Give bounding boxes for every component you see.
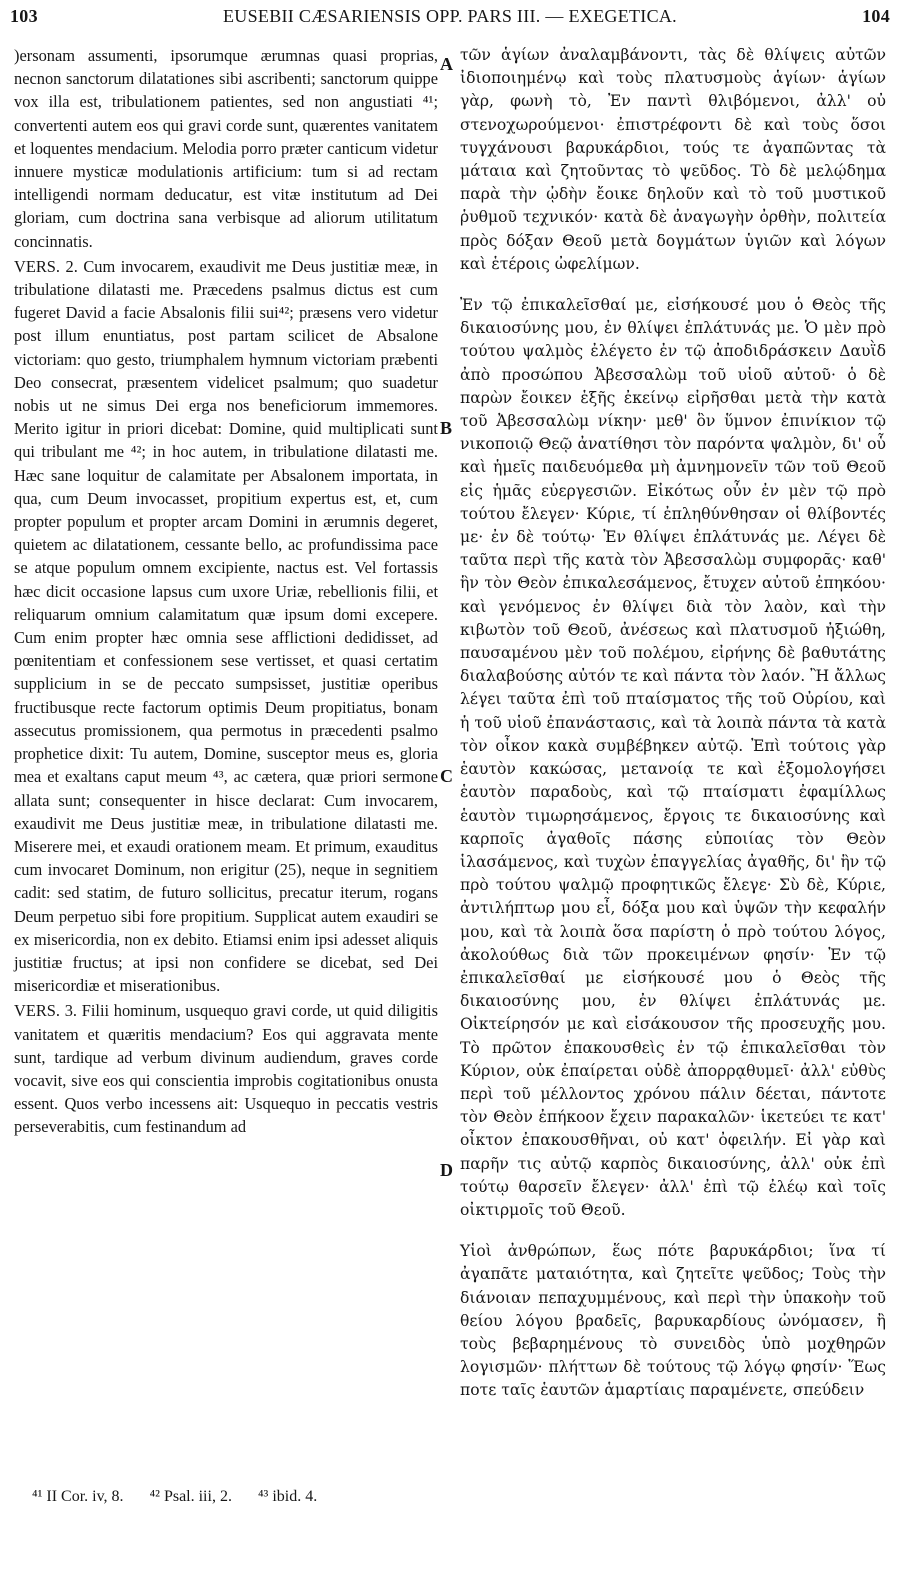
margin-letter-b: B bbox=[440, 418, 453, 438]
latin-paragraph: VERS. 2. Cum invocarem, exaudivit me Deus justitiæ meæ, in tribulatione dilatasti me. Præcedens psalmus dictus est cum fugeret David a facie Absalonis filii sui⁴²; præsens vero videtur post illum enuntiatus, post partam scilicet de Absalone victoriam: quo gesto, triumphalem hymnum victoriam præbenti Deo consecrat, præsentem videlicet psalmum; quo suadetur nobis ut ne simus Dei erga nos beneficiorum immemores. Merito igitur in priori dicebat: Domine, quid multiplicati sunt qui tribulant me ⁴²; in hoc autem, in tribulatione dilatasti me. Hæc sane loquitur de calamitate per Absalonem importata, in qua, cum Deum invocasset, propitium expertus est, et, cum propter populum et propter arcam Domini in ærumnis degeret, quietem ac dilatationem, cessante bello, ac profundissima pace se atque populum omnem excipiente, nactus est. Vel fortassis hæc dicit occasione lapsus cum uxore Uriæ, rebellionis filii, et reliquarum omnium calamitatum quæ ipsum domi excepere. Cum enim propter hæc omnia sese afflictioni dedidisset, ad pœnitentiam et confessionem sese vertisset, et quasi certatim supplicium in se de peccato sumpsisset, justitiæ operibus fructibusque recte factorum optimis Deum propitiatus, bonam assecutus promissionem, qua permotus in præcedenti psalmo prophetice dixit: Tu autem, Domine, susceptor meus es, gloria mea et exaltans caput meum ⁴³, ac cætera, quæ priori sermone allata sunt; consequenter in hisce declarat: Cum invocarem, exaudivit me Deus justitiæ meæ, in tribulatione dilatasti me. Miserere mei, et exaudi orationem meam. Et primum, exauditus cum invocaret Dominum, non erigitur (25), neque in segnitiem cadit: sed statim, de futuro sollicitus, precatur iterum, rogans Deum perpetuo sibi fore propitium. Supplicat autem exaudiri se ex misericordia, non ex debito. Etiamsi enim ipsi adesset aliquis justitiæ fructus; at ipsi non confidere se dicebat, sed Dei misericordiæ et miserationibus. bbox=[14, 256, 438, 996]
footnotes bbox=[32, 1488, 452, 1506]
latin-paragraph: VERS. 3. Filii hominum, usquequo gravi corde, ut quid diligitis vanitatem et quæritis mendacium? Eos qui aggravata mente sunt, tardique ad verbum divinum audiendum, graves corde vocavit, sive eos qui conscientia improbis cogitationibus onusta essent. Quos verbo incessens ait: Usquequo in peccatis vestris perseverabitis, cum festinandum ad bbox=[14, 1001, 438, 1137]
greek-paragraph: Ἐν τῷ ἐπικαλεῖσθαί με, εἰσήκουσέ μου ὁ Θεὸς τῆς δικαιοσύνης μου, ἐν θλίψει ἐπλάτυνάς με. Ὁ μὲν πρὸ τούτου ψαλμὸς ἐλέγετο ἐν τῷ ἀποδιδράσκειν Δαυῒδ ἀπὸ προσώπου Ἀβεσσαλὼμ τοῦ υἱοῦ αὐτοῦ· ὁ δὲ παρὼν ἔοικεν ἑξῆς ἐκείνῳ εἰρῆσθαι μετὰ τὴν κατὰ τοῦ Ἀβεσσαλὼμ νίκην· μεθ' ὃν ὕμνον ἐπινίκιον τῷ νικοποιῷ Θεῷ ἀνατίθησι τὸν παρόντα ψαλμὸν, δι' οὗ καὶ ἡμεῖς παιδευόμεθα μὴ ἀμνημονεῖν τῶν τοῦ Θεοῦ εἰς ἡμᾶς εὐεργεσιῶν. Εἰκότως οὖν ἐν μὲν τῷ πρὸ τούτου ἔλεγεν· Κύριε, τί ἐπληθύνθησαν οἱ θλίβοντές με· ἐν δὲ τούτῳ· Ἐν θλίψει ἐπλάτυνάς με. Λέγει δὲ ταῦτα περὶ τῆς κατὰ τὸν Ἀβεσσαλὼμ συμφορᾶς· καθ' ἣν τὸν Θεὸν ἐπικαλεσάμενος, ἔτυχεν αὐτοῦ ἐπηκόου· καὶ γενόμενος ἐν θλίψει διὰ τὸν λαὸν, καὶ τὴν κιβωτὸν τοῦ Θεοῦ, ἀνέσεως καὶ πλατυσμοῦ ἠξιώθη, παυσαμένου μὲν τοῦ πολέμου, εἰρήνης δὲ βαθυτάτης διαλαβούσης αὐτόν τε καὶ πάντα τὸν λαόν. Ἢ ἄλλως λέγει ταῦτα ἐπὶ τοῦ πταίσματος τῆς τοῦ Οὐρίου, καὶ ἡ τοῦ υἱοῦ ἐπανάστασις, καὶ τὰ λοιπὰ πάντα τὰ κατὰ τὸν οἶκον κακὰ συμβέβηκεν αὐτῷ. Ἐπὶ τούτοις γὰρ ἑαυτὸν κακώσας, μετανοίᾳ τε καὶ ἐξομολογήσει ἑαυτὸν παραδοὺς, καὶ τῷ πταίσματι ἐφαμίλλως ἑαυτὸν τιμωρησάμενος, ἔργοις τε δικαιοσύνης καὶ καρποῖς ἀγαθοῖς πάσης εὐποιίας τὸν Θεὸν ἱλασάμενος, καὶ τυχὼν ἐπαγγελίας ἀγαθῆς, δι' ἣν τῷ πρὸ τούτου ψαλμῷ προφητικῶς ἔλεγε· Σὺ δὲ, Κύριε, ἀντιλήπτωρ μου εἶ, δόξα μου καὶ ὑψῶν τὴν κεφαλήν μου, καὶ τὰ λοιπὰ ὅσα παρίστη ὁ πρὸ τούτου λόγος, ἀκολούθως διὰ τῶν προκειμένων φησίν· Ἐν τῷ ἐπικαλεῖσθαί με εἰσήκουσέ μου ὁ Θεὸς τῆς δικαιοσύνης μου, ἐν θλίψει ἐπλάτυνάς με. Οἰκτείρησόν με καὶ εἰσάκουσον τῆς προσευχῆς μου. Τὸ πρῶτον ἐπακουσθεὶς ἐν τῷ ἐπικαλεῖσθαι τὸν Κύριον, οὐκ ἐπαίρεται οὐδὲ ἀπορρᾳθυμεῖ· ἀλλ' εὐθὺς περὶ τοῦ μέλλοντος χρόνου πάλιν δέεται, πάντοτε τὸν Θεὸν ἐπήκοον ἔχειν παρακαλῶν· ἱκετεύει τε κατ' οἶκτον ἐπακουσθῆναι, οὐ κατ' ὀφειλήν. Εἰ γὰρ καὶ παρῆν τις αὐτῷ καρπὸς δικαιοσύνης, ἀλλ' οὐκ ἐπὶ τούτῳ θαρσεῖν ἔλεγεν· ἀλλ' ἐπὶ τῷ ἐλέῳ καὶ τοῖς οἰκτιρμοῖς τοῦ Θεοῦ. bbox=[460, 296, 886, 1219]
greek-column bbox=[460, 44, 886, 1403]
margin-letter-c: C bbox=[440, 766, 453, 786]
page-number-left: 103 bbox=[10, 6, 38, 26]
latin-column bbox=[14, 44, 438, 1139]
margin-letter-a: A bbox=[440, 54, 453, 74]
running-title: EUSEBII CÆSARIENSIS OPP. PARS III. — EXEGETICA. bbox=[223, 6, 677, 26]
latin-paragraph: )ersonam assumenti, ipsorumque ærumnas quasi proprias, necnon sanctorum dilatationes sibi ascribenti; sanctorum quippe vox illa est, tribulationem patientes, sed non angustiati ⁴¹; convertenti autem eos qui gravi corde sunt, quærentes vanitatem et loquentes mendacium. Melodia porro præter canticum videtur innuere mysticæ modulationis artificium: tum si ad rectam intelligendi normam deducatur, est vitæ institutum ad Dei gloriam, cum doctrina sana verbisque ad aliorum utilitatum concinnatis. bbox=[14, 46, 438, 251]
footnote: ⁴¹ II Cor. iv, 8. bbox=[32, 1488, 124, 1505]
page-number-right: 104 bbox=[862, 6, 890, 26]
footnote: ⁴² Psal. iii, 2. bbox=[149, 1488, 232, 1505]
greek-paragraph: Υἱοὶ ἀνθρώπων, ἕως πότε βαρυκάρδιοι; ἵνα τί ἀγαπᾶτε ματαιότητα, καὶ ζητεῖτε ψεῦδος; Τοὺς τὴν διάνοιαν πεπαχυμμένους, καὶ περὶ τὴν ὑπακοὴν τοῦ θείου λόγου βραδεῖς, βαρυκαρδίους ὠνόμασεν, ἢ τοὺς βεβαρημένους τὸ συνειδὸς ὑπὸ μοχθηρῶν λογισμῶν· πλήττων δὲ τούτους τῷ λόγῳ φησίν· Ἕως ποτε ταῖς ἑαυτῶν ἁμαρτίαις παραμένετε, σπεύδειν bbox=[460, 1242, 886, 1400]
greek-paragraph: τῶν ἁγίων ἀναλαμβάνοντι, τὰς δὲ θλίψεις αὐτῶν ἰδιοποιημένῳ καὶ τοὺς πλατυσμοὺς ἁγίων· ἁγίων γὰρ, φωνὴ τὸ, Ἐν παντὶ θλιβόμενοι, ἀλλ' οὐ στενοχωρούμενοι· ἐπιστρέφοντι δὲ καὶ τοὺς ὅσοι τυγχάνουσι βαρυκάρδιοι, τούς τε ἀγαπῶντας τὰ μάταια καὶ ζητοῦντας τὸ ψεῦδος. Τὸ δὲ μελῴδημα παρὰ τὴν ᾠδὴν ἔοικε δηλοῦν καὶ τὸ τοῦ μυστικοῦ ῥυθμοῦ τεχνικόν· κατὰ δὲ ἀναγωγὴν ὀρθὴν, πολιτεία πρὸς δόξαν Θεοῦ μετὰ δογμάτων ὑγιῶν καὶ λόγων καὶ ἑτέροις ὠφελίμων. bbox=[460, 46, 886, 273]
footnote: ⁴³ ibid. 4. bbox=[257, 1488, 318, 1505]
margin-letter-d: D bbox=[440, 1160, 453, 1180]
page-header bbox=[10, 6, 890, 34]
